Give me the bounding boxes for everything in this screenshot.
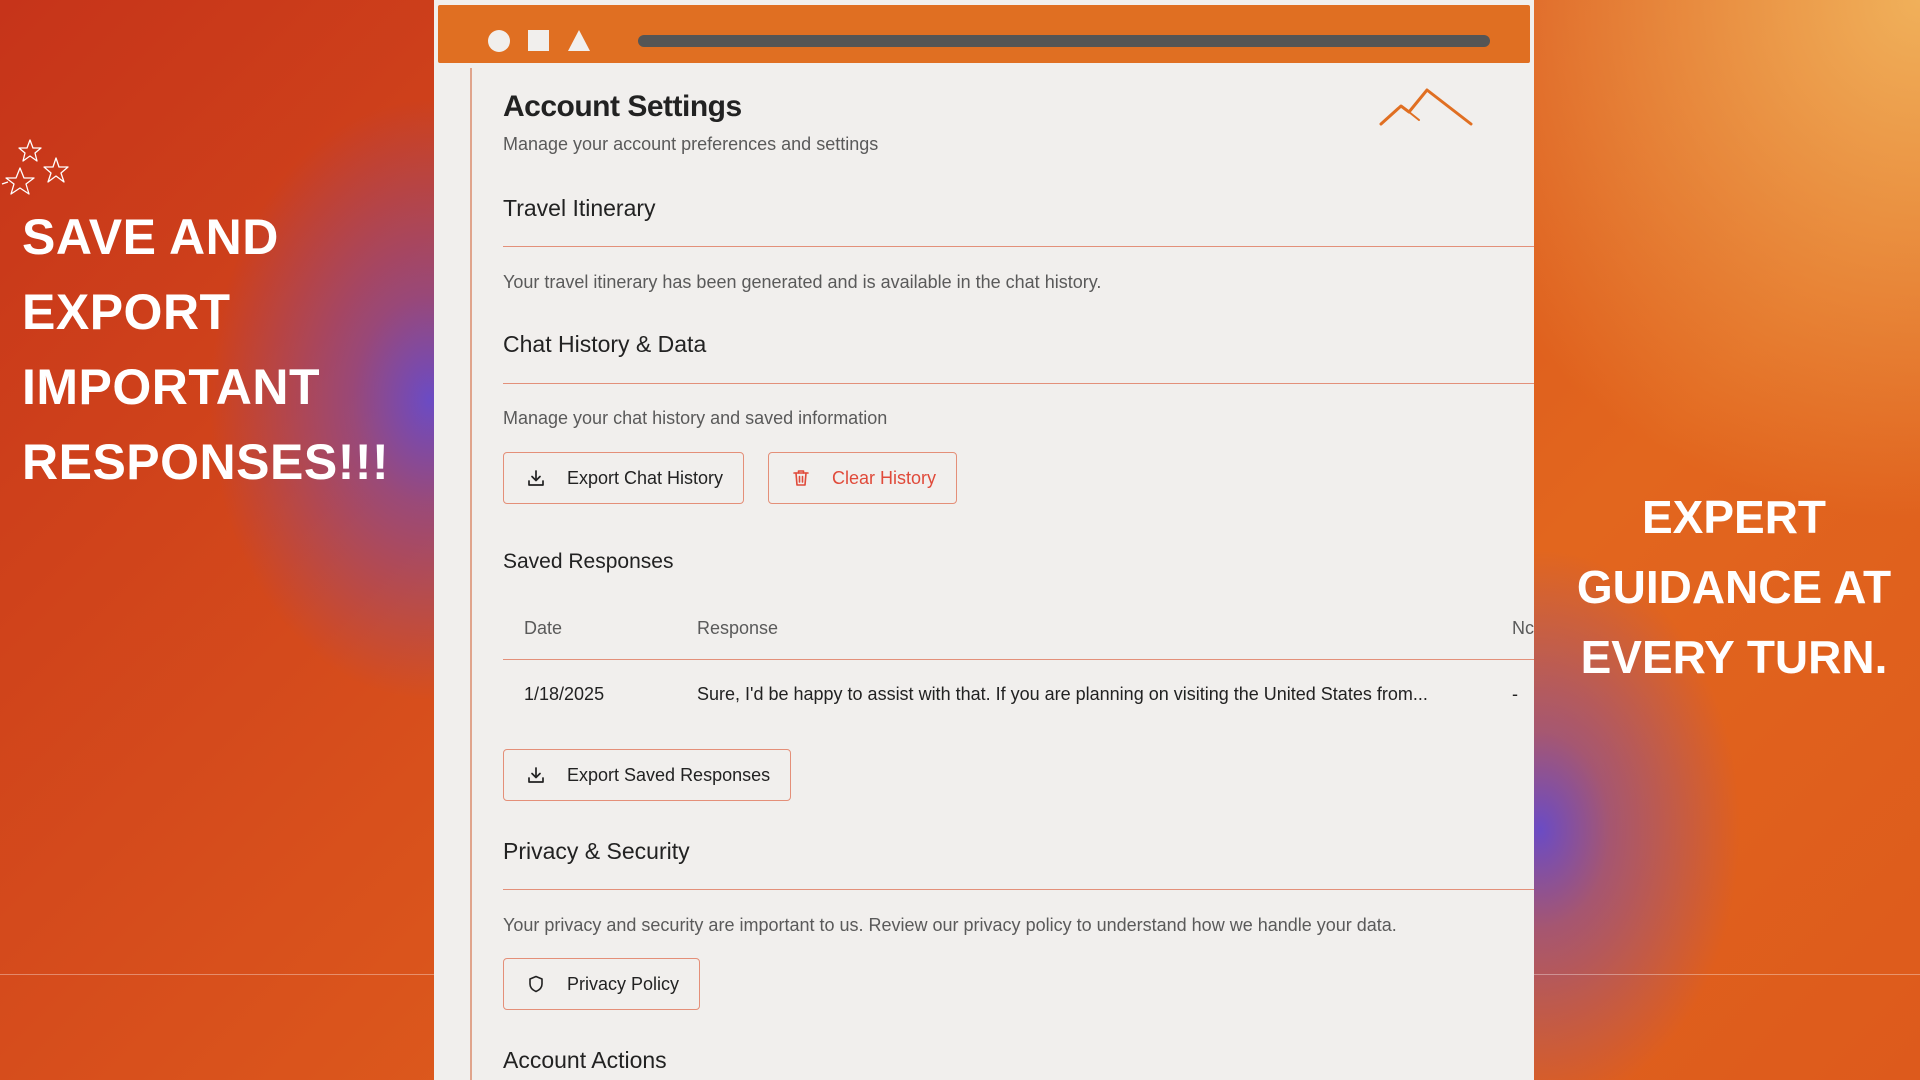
privacy-policy-button[interactable] — [503, 958, 700, 1010]
page-subtitle: Manage your account preferences and settings — [503, 134, 879, 154]
promo-right-line: EVERY TURN. — [1580, 631, 1888, 683]
window-titlebar — [438, 5, 1530, 63]
section-divider — [503, 246, 1534, 247]
section-divider — [503, 383, 1534, 384]
privacy-heading: Privacy & Security — [503, 838, 690, 864]
address-bar[interactable] — [638, 35, 1490, 47]
promo-left-line: EXPORT — [22, 284, 231, 340]
trash-icon — [791, 468, 811, 488]
export-chat-history-button[interactable] — [503, 452, 744, 504]
section-divider — [503, 889, 1534, 890]
export-chat-history-label: Export Chat History — [567, 467, 724, 488]
sidebar-divider — [470, 68, 472, 1080]
row-date: 1/18/2025 — [524, 684, 605, 704]
clear-history-label: Clear History — [832, 467, 937, 488]
privacy-text: Your privacy and security are important to us. Review our privacy policy to understand how we handle your data. — [503, 915, 1397, 935]
stars-decoration-icon — [0, 138, 80, 208]
table-header-divider — [503, 659, 1534, 660]
page-title: Account Settings — [503, 90, 742, 123]
background-divider-right — [1534, 974, 1920, 975]
download-icon — [526, 765, 546, 785]
promo-right-line: GUIDANCE AT — [1576, 561, 1892, 613]
clear-history-button[interactable] — [768, 452, 957, 504]
circle-shape-icon[interactable] — [488, 30, 510, 52]
background-divider-left — [0, 974, 434, 975]
column-header-response: Response — [697, 618, 779, 638]
row-note: - — [1512, 684, 1518, 704]
promo-left-line: RESPONSES!!! — [22, 434, 390, 490]
column-header-notes: Nc — [1512, 618, 1534, 638]
column-header-date: Date — [524, 618, 563, 638]
account-actions-heading: Account Actions — [503, 1047, 667, 1073]
mountain-logo-icon — [1379, 86, 1473, 126]
promo-left-text — [22, 200, 442, 500]
row-response: Sure, I'd be happy to assist with that. If you are planning on visiting the United States from... — [697, 684, 1428, 704]
travel-heading: Travel Itinerary — [503, 195, 656, 221]
promo-left-line: IMPORTANT — [22, 359, 320, 415]
promo-right-text — [1548, 482, 1920, 692]
download-icon — [526, 468, 546, 488]
app-window — [434, 0, 1534, 1080]
travel-text: Your travel itinerary has been generated and is available in the chat history. — [503, 272, 1102, 292]
saved-responses-heading: Saved Responses — [503, 550, 674, 573]
export-saved-responses-label: Export Saved Responses — [567, 764, 771, 785]
chat-text: Manage your chat history and saved information — [503, 408, 888, 428]
export-saved-responses-button[interactable] — [503, 749, 791, 801]
shield-icon — [526, 974, 546, 994]
privacy-policy-label: Privacy Policy — [567, 973, 680, 994]
triangle-shape-icon[interactable] — [568, 30, 590, 51]
chat-heading: Chat History & Data — [503, 331, 707, 357]
square-shape-icon[interactable] — [528, 30, 549, 51]
promo-right-line: EXPERT — [1641, 491, 1827, 543]
promo-left-line: SAVE AND — [22, 209, 279, 265]
